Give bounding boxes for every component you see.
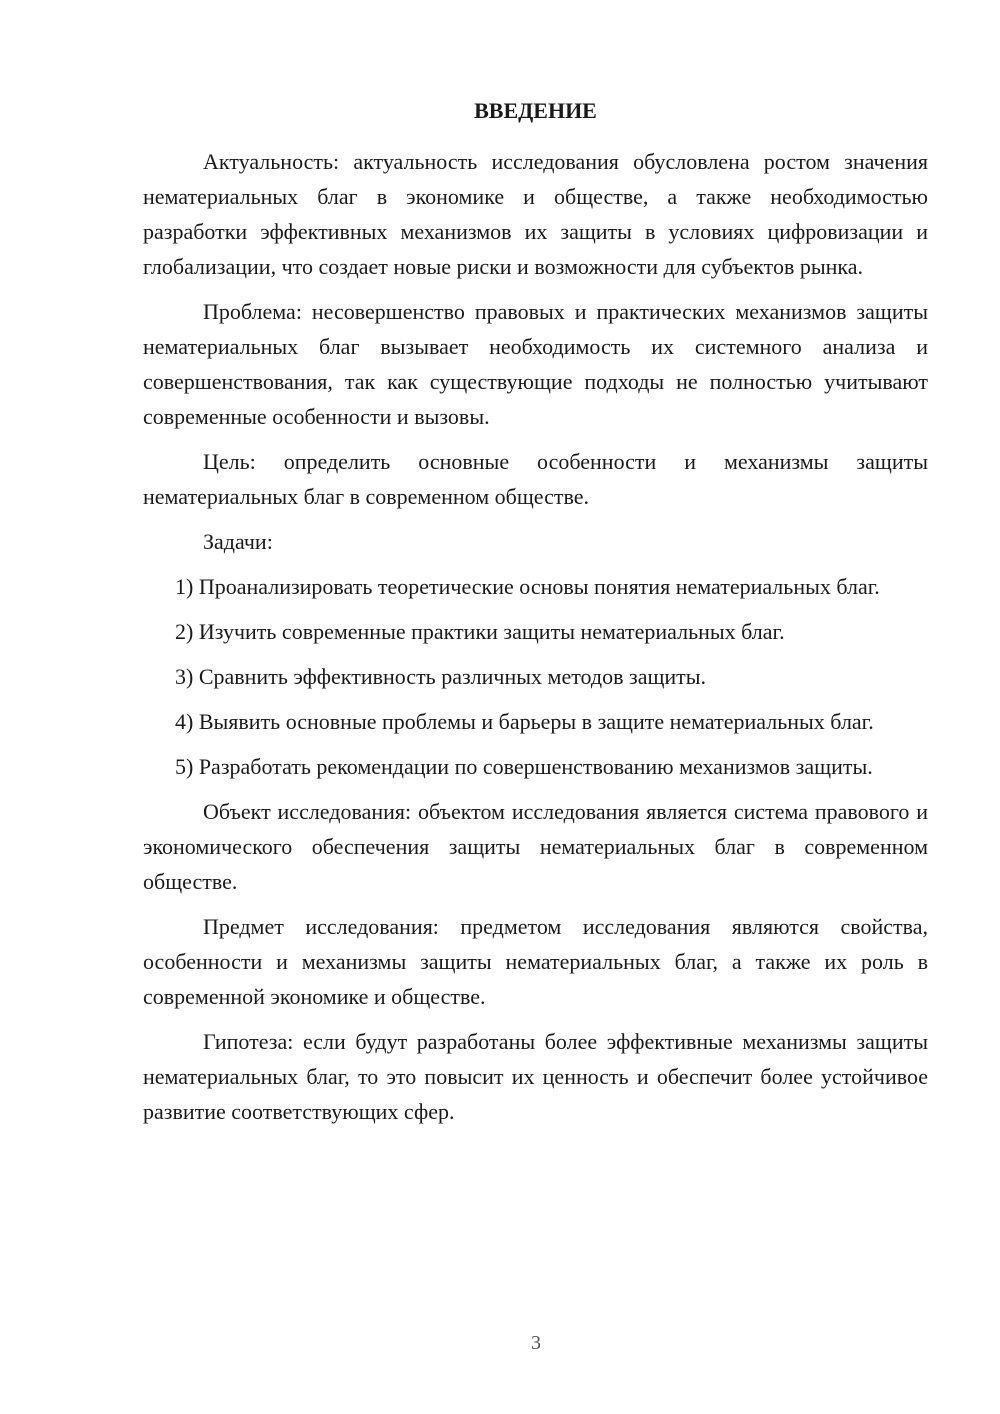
goal-paragraph: Цель: определить основные особенности и механизмы защиты нематериальных благ в современном обществе.	[143, 449, 928, 509]
problem-paragraph: Проблема: несовершенство правовых и практических механизмов защиты нематериальных благ вызывает необходимость их системного анализа и совершенствования, так как существующие подходы не полностью учитывают современные особенности и вызовы.	[143, 299, 928, 429]
page-title: ВВЕДЕНИЕ	[474, 98, 597, 123]
relevance-paragraph: Актуальность: актуальность исследования обусловлена ростом значения нематериальных благ в экономике и обществе, а также необходимостью разработки эффективных механизмов их защиты в условиях цифровизации и глобализации, что создает новые риски и возможности для субъектов рынка.	[143, 149, 928, 279]
task-item: 5) Разработать рекомендации по совершенствованию механизмов защиты.	[175, 754, 873, 779]
subject-paragraph: Предмет исследования: предметом исследования являются свойства, особенности и механизмы защиты нематериальных благ, а также их роль в современной экономике и обществе.	[143, 914, 928, 1009]
tasks-heading: Задачи:	[203, 529, 273, 554]
document-page	[143, 96, 928, 1139]
tasks-list	[143, 569, 928, 784]
object-paragraph: Объект исследования: объектом исследования является система правового и экономического обеспечения защиты нематериальных благ в современном обществе.	[143, 799, 928, 894]
task-item: 4) Выявить основные проблемы и барьеры в защите нематериальных благ.	[175, 709, 874, 734]
hypothesis-paragraph: Гипотеза: если будут разработаны более эффективные механизмы защиты нематериальных благ, то это повысит их ценность и обеспечит более устойчивое развитие соответствующих сфер.	[143, 1029, 928, 1124]
task-item: 2) Изучить современные практики защиты нематериальных благ.	[175, 619, 785, 644]
task-item: 3) Сравнить эффективность различных методов защиты.	[175, 664, 707, 689]
page-number: 3	[531, 1332, 541, 1354]
task-item: 1) Проанализировать теоретические основы понятия нематериальных благ.	[175, 574, 880, 599]
